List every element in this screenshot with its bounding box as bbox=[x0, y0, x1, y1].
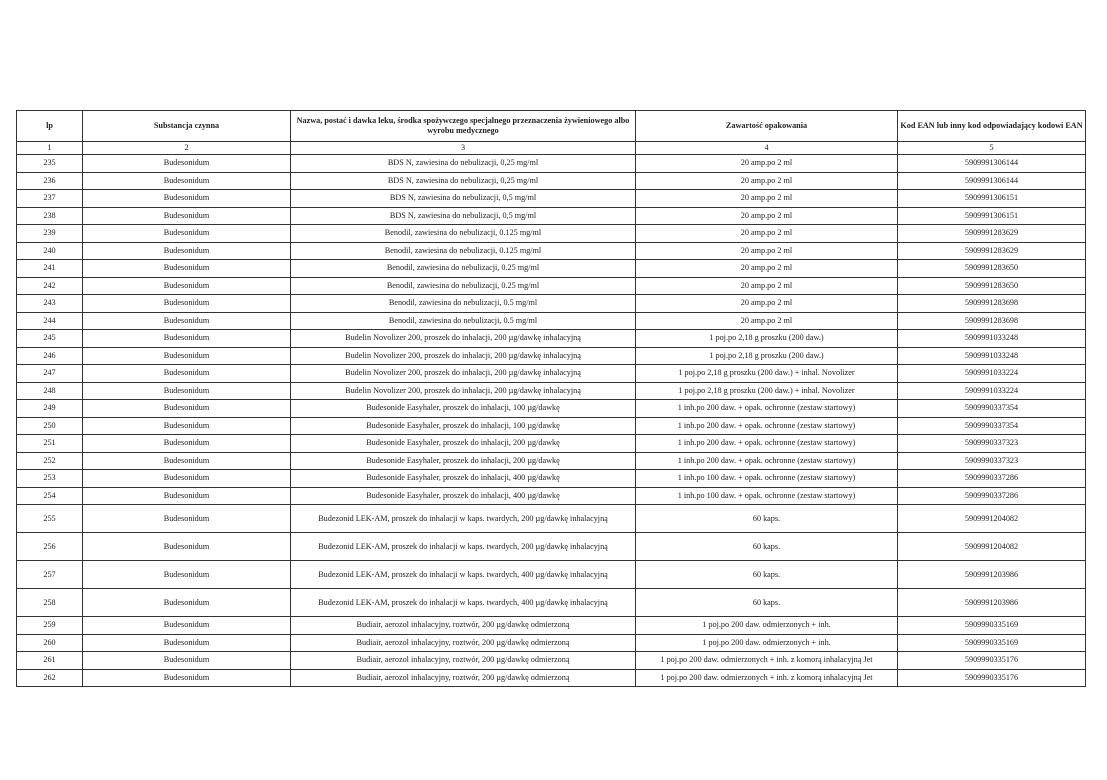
cell-package: 1 poj.po 2,18 g proszku (200 daw.) bbox=[636, 330, 898, 348]
cell-lp: 252 bbox=[17, 452, 83, 470]
cell-name: Budesonide Easyhaler, proszek do inhalacji, 100 µg/dawkę bbox=[291, 400, 636, 418]
cell-lp: 261 bbox=[17, 652, 83, 670]
column-number: 3 bbox=[291, 142, 636, 155]
table-row bbox=[17, 400, 1086, 418]
cell-package: 1 inh.po 100 daw. + opak. ochronne (zestaw startowy) bbox=[636, 470, 898, 488]
table-row bbox=[17, 417, 1086, 435]
cell-lp: 257 bbox=[17, 561, 83, 589]
cell-ean: 5909991283698 bbox=[898, 312, 1086, 330]
table-row bbox=[17, 617, 1086, 635]
cell-lp: 262 bbox=[17, 669, 83, 687]
cell-ean: 5909991033224 bbox=[898, 382, 1086, 400]
cell-name: BDS N, zawiesina do nebulizacji, 0,25 mg/ml bbox=[291, 172, 636, 190]
cell-package: 1 poj.po 2,18 g proszku (200 daw.) + inhal. Novolizer bbox=[636, 365, 898, 383]
cell-package: 60 kaps. bbox=[636, 589, 898, 617]
cell-ean: 5909991283629 bbox=[898, 242, 1086, 260]
cell-name: Benodil, zawiesina do nebulizacji, 0.125 mg/ml bbox=[291, 242, 636, 260]
cell-lp: 239 bbox=[17, 225, 83, 243]
cell-substance: Budesonidum bbox=[83, 561, 291, 589]
column-number: 1 bbox=[17, 142, 83, 155]
cell-substance: Budesonidum bbox=[83, 347, 291, 365]
cell-name: Budesonide Easyhaler, proszek do inhalacji, 200 µg/dawkę bbox=[291, 435, 636, 453]
cell-lp: 245 bbox=[17, 330, 83, 348]
cell-name: BDS N, zawiesina do nebulizacji, 0,5 mg/ml bbox=[291, 190, 636, 208]
cell-lp: 246 bbox=[17, 347, 83, 365]
cell-package: 60 kaps. bbox=[636, 505, 898, 533]
cell-package: 1 inh.po 200 daw. + opak. ochronne (zestaw startowy) bbox=[636, 417, 898, 435]
header-package: Zawartość opakowania bbox=[636, 111, 898, 142]
table-row bbox=[17, 190, 1086, 208]
cell-substance: Budesonidum bbox=[83, 155, 291, 173]
cell-lp: 248 bbox=[17, 382, 83, 400]
cell-ean: 5909991203986 bbox=[898, 561, 1086, 589]
header-lp: lp bbox=[17, 111, 83, 142]
cell-substance: Budesonidum bbox=[83, 242, 291, 260]
cell-package: 20 amp.po 2 ml bbox=[636, 242, 898, 260]
cell-package: 20 amp.po 2 ml bbox=[636, 260, 898, 278]
cell-substance: Budesonidum bbox=[83, 505, 291, 533]
cell-ean: 5909990337354 bbox=[898, 400, 1086, 418]
cell-substance: Budesonidum bbox=[83, 330, 291, 348]
cell-package: 60 kaps. bbox=[636, 561, 898, 589]
cell-ean: 5909990335176 bbox=[898, 669, 1086, 687]
cell-name: BDS N, zawiesina do nebulizacji, 0,5 mg/ml bbox=[291, 207, 636, 225]
cell-lp: 259 bbox=[17, 617, 83, 635]
header-name: Nazwa, postać i dawka leku, środka spożywczego specjalnego przeznaczenia żywieniowego albo wyrobu medycznego bbox=[291, 111, 636, 142]
cell-name: Budezonid LEK-AM, proszek do inhalacji w kaps. twardych, 200 µg/dawkę inhalacyjną bbox=[291, 505, 636, 533]
table-row bbox=[17, 365, 1086, 383]
table-row bbox=[17, 260, 1086, 278]
cell-ean: 5909991204082 bbox=[898, 533, 1086, 561]
cell-ean: 5909990337354 bbox=[898, 417, 1086, 435]
cell-package: 1 poj.po 200 daw. odmierzonych + inh. bbox=[636, 634, 898, 652]
cell-name: Benodil, zawiesina do nebulizacji, 0.5 mg/ml bbox=[291, 312, 636, 330]
cell-ean: 5909990337286 bbox=[898, 487, 1086, 505]
table-row bbox=[17, 295, 1086, 313]
cell-name: Budesonide Easyhaler, proszek do inhalacji, 100 µg/dawkę bbox=[291, 417, 636, 435]
table-row bbox=[17, 435, 1086, 453]
cell-ean: 5909990337323 bbox=[898, 452, 1086, 470]
table-row bbox=[17, 155, 1086, 173]
table-row bbox=[17, 172, 1086, 190]
table-row bbox=[17, 242, 1086, 260]
cell-lp: 242 bbox=[17, 277, 83, 295]
cell-lp: 254 bbox=[17, 487, 83, 505]
cell-name: BDS N, zawiesina do nebulizacji, 0,25 mg/ml bbox=[291, 155, 636, 173]
cell-name: Budiair, aerozol inhalacyjny, roztwór, 200 µg/dawkę odmierzoną bbox=[291, 634, 636, 652]
cell-lp: 244 bbox=[17, 312, 83, 330]
cell-substance: Budesonidum bbox=[83, 634, 291, 652]
cell-ean: 5909991033248 bbox=[898, 347, 1086, 365]
cell-ean: 5909990337323 bbox=[898, 435, 1086, 453]
cell-lp: 250 bbox=[17, 417, 83, 435]
table-row bbox=[17, 561, 1086, 589]
cell-ean: 5909991283650 bbox=[898, 260, 1086, 278]
cell-ean: 5909991306151 bbox=[898, 190, 1086, 208]
cell-name: Budesonide Easyhaler, proszek do inhalacji, 200 µg/dawkę bbox=[291, 452, 636, 470]
cell-substance: Budesonidum bbox=[83, 277, 291, 295]
cell-lp: 235 bbox=[17, 155, 83, 173]
cell-package: 1 poj.po 200 daw. odmierzonych + inh. bbox=[636, 617, 898, 635]
cell-ean: 5909991033224 bbox=[898, 365, 1086, 383]
cell-ean: 5909991033248 bbox=[898, 330, 1086, 348]
cell-substance: Budesonidum bbox=[83, 669, 291, 687]
cell-lp: 258 bbox=[17, 589, 83, 617]
cell-lp: 240 bbox=[17, 242, 83, 260]
cell-name: Benodil, zawiesina do nebulizacji, 0.25 mg/ml bbox=[291, 260, 636, 278]
cell-lp: 236 bbox=[17, 172, 83, 190]
cell-ean: 5909991306144 bbox=[898, 172, 1086, 190]
cell-ean: 5909990335169 bbox=[898, 634, 1086, 652]
cell-substance: Budesonidum bbox=[83, 312, 291, 330]
cell-package: 1 inh.po 200 daw. + opak. ochronne (zestaw startowy) bbox=[636, 400, 898, 418]
cell-package: 1 inh.po 200 daw. + opak. ochronne (zestaw startowy) bbox=[636, 452, 898, 470]
header-ean: Kod EAN lub inny kod odpowiadający kodowi EAN bbox=[898, 111, 1086, 142]
cell-lp: 243 bbox=[17, 295, 83, 313]
cell-package: 20 amp.po 2 ml bbox=[636, 207, 898, 225]
cell-package: 20 amp.po 2 ml bbox=[636, 277, 898, 295]
cell-ean: 5909991283650 bbox=[898, 277, 1086, 295]
table-row bbox=[17, 312, 1086, 330]
cell-substance: Budesonidum bbox=[83, 652, 291, 670]
table-row bbox=[17, 277, 1086, 295]
table-header-row bbox=[17, 111, 1086, 142]
cell-lp: 255 bbox=[17, 505, 83, 533]
cell-ean: 5909991306151 bbox=[898, 207, 1086, 225]
cell-lp: 238 bbox=[17, 207, 83, 225]
table-row bbox=[17, 487, 1086, 505]
cell-package: 20 amp.po 2 ml bbox=[636, 190, 898, 208]
cell-ean: 5909991203986 bbox=[898, 589, 1086, 617]
cell-ean: 5909991283629 bbox=[898, 225, 1086, 243]
cell-package: 20 amp.po 2 ml bbox=[636, 172, 898, 190]
table-row bbox=[17, 225, 1086, 243]
cell-ean: 5909990337286 bbox=[898, 470, 1086, 488]
cell-substance: Budesonidum bbox=[83, 207, 291, 225]
cell-name: Budiair, aerozol inhalacyjny, roztwór, 200 µg/dawkę odmierzoną bbox=[291, 652, 636, 670]
cell-substance: Budesonidum bbox=[83, 382, 291, 400]
table-row bbox=[17, 652, 1086, 670]
cell-lp: 249 bbox=[17, 400, 83, 418]
cell-name: Budesonide Easyhaler, proszek do inhalacji, 400 µg/dawkę bbox=[291, 487, 636, 505]
cell-name: Budiair, aerozol inhalacyjny, roztwór, 200 µg/dawkę odmierzoną bbox=[291, 617, 636, 635]
cell-lp: 260 bbox=[17, 634, 83, 652]
cell-name: Budezonid LEK-AM, proszek do inhalacji w kaps. twardych, 400 µg/dawkę inhalacyjną bbox=[291, 561, 636, 589]
column-number: 4 bbox=[636, 142, 898, 155]
cell-substance: Budesonidum bbox=[83, 225, 291, 243]
drug-table bbox=[16, 110, 1086, 687]
table-row bbox=[17, 634, 1086, 652]
cell-substance: Budesonidum bbox=[83, 452, 291, 470]
cell-name: Budelin Novolizer 200, proszek do inhalacji, 200 µg/dawkę inhalacyjną bbox=[291, 330, 636, 348]
cell-package: 20 amp.po 2 ml bbox=[636, 225, 898, 243]
header-substance: Substancja czynna bbox=[83, 111, 291, 142]
cell-package: 1 poj.po 2,18 g proszku (200 daw.) bbox=[636, 347, 898, 365]
cell-substance: Budesonidum bbox=[83, 417, 291, 435]
cell-substance: Budesonidum bbox=[83, 172, 291, 190]
table-row bbox=[17, 589, 1086, 617]
cell-name: Budelin Novolizer 200, proszek do inhalacji, 200 µg/dawkę inhalacyjną bbox=[291, 382, 636, 400]
table-row bbox=[17, 452, 1086, 470]
cell-ean: 5909990335169 bbox=[898, 617, 1086, 635]
cell-lp: 251 bbox=[17, 435, 83, 453]
column-number: 5 bbox=[898, 142, 1086, 155]
cell-package: 1 poj.po 2,18 g proszku (200 daw.) + inhal. Novolizer bbox=[636, 382, 898, 400]
table-row bbox=[17, 669, 1086, 687]
cell-lp: 241 bbox=[17, 260, 83, 278]
cell-substance: Budesonidum bbox=[83, 435, 291, 453]
table-row bbox=[17, 207, 1086, 225]
cell-ean: 5909991283698 bbox=[898, 295, 1086, 313]
cell-package: 1 poj.po 200 daw. odmierzonych + inh. z komorą inhalacyjną Jet bbox=[636, 652, 898, 670]
cell-substance: Budesonidum bbox=[83, 190, 291, 208]
cell-lp: 247 bbox=[17, 365, 83, 383]
cell-name: Budelin Novolizer 200, proszek do inhalacji, 200 µg/dawkę inhalacyjną bbox=[291, 347, 636, 365]
cell-name: Budelin Novolizer 200, proszek do inhalacji, 200 µg/dawkę inhalacyjną bbox=[291, 365, 636, 383]
cell-ean: 5909990335176 bbox=[898, 652, 1086, 670]
cell-name: Benodil, zawiesina do nebulizacji, 0.5 mg/ml bbox=[291, 295, 636, 313]
table-body bbox=[17, 155, 1086, 687]
cell-substance: Budesonidum bbox=[83, 617, 291, 635]
table-row bbox=[17, 330, 1086, 348]
cell-package: 1 poj.po 200 daw. odmierzonych + inh. z komorą inhalacyjną Jet bbox=[636, 669, 898, 687]
cell-name: Benodil, zawiesina do nebulizacji, 0.25 mg/ml bbox=[291, 277, 636, 295]
cell-name: Budezonid LEK-AM, proszek do inhalacji w kaps. twardych, 400 µg/dawkę inhalacyjną bbox=[291, 589, 636, 617]
column-number-row bbox=[17, 142, 1086, 155]
cell-package: 20 amp.po 2 ml bbox=[636, 312, 898, 330]
column-number: 2 bbox=[83, 142, 291, 155]
cell-name: Budezonid LEK-AM, proszek do inhalacji w kaps. twardych, 200 µg/dawkę inhalacyjną bbox=[291, 533, 636, 561]
cell-substance: Budesonidum bbox=[83, 295, 291, 313]
cell-package: 1 inh.po 200 daw. + opak. ochronne (zestaw startowy) bbox=[636, 435, 898, 453]
table-row bbox=[17, 533, 1086, 561]
cell-substance: Budesonidum bbox=[83, 589, 291, 617]
table-row bbox=[17, 347, 1086, 365]
cell-substance: Budesonidum bbox=[83, 533, 291, 561]
cell-lp: 237 bbox=[17, 190, 83, 208]
cell-ean: 5909991204082 bbox=[898, 505, 1086, 533]
table-row bbox=[17, 505, 1086, 533]
table-row bbox=[17, 382, 1086, 400]
cell-package: 1 inh.po 100 daw. + opak. ochronne (zestaw startowy) bbox=[636, 487, 898, 505]
cell-package: 20 amp.po 2 ml bbox=[636, 295, 898, 313]
cell-substance: Budesonidum bbox=[83, 365, 291, 383]
cell-substance: Budesonidum bbox=[83, 400, 291, 418]
cell-lp: 256 bbox=[17, 533, 83, 561]
cell-name: Budiair, aerozol inhalacyjny, roztwór, 200 µg/dawkę odmierzoną bbox=[291, 669, 636, 687]
cell-lp: 253 bbox=[17, 470, 83, 488]
cell-name: Budesonide Easyhaler, proszek do inhalacji, 400 µg/dawkę bbox=[291, 470, 636, 488]
cell-substance: Budesonidum bbox=[83, 260, 291, 278]
table-row bbox=[17, 470, 1086, 488]
cell-substance: Budesonidum bbox=[83, 487, 291, 505]
cell-package: 60 kaps. bbox=[636, 533, 898, 561]
cell-substance: Budesonidum bbox=[83, 470, 291, 488]
cell-package: 20 amp.po 2 ml bbox=[636, 155, 898, 173]
cell-ean: 5909991306144 bbox=[898, 155, 1086, 173]
cell-name: Benodil, zawiesina do nebulizacji, 0.125 mg/ml bbox=[291, 225, 636, 243]
